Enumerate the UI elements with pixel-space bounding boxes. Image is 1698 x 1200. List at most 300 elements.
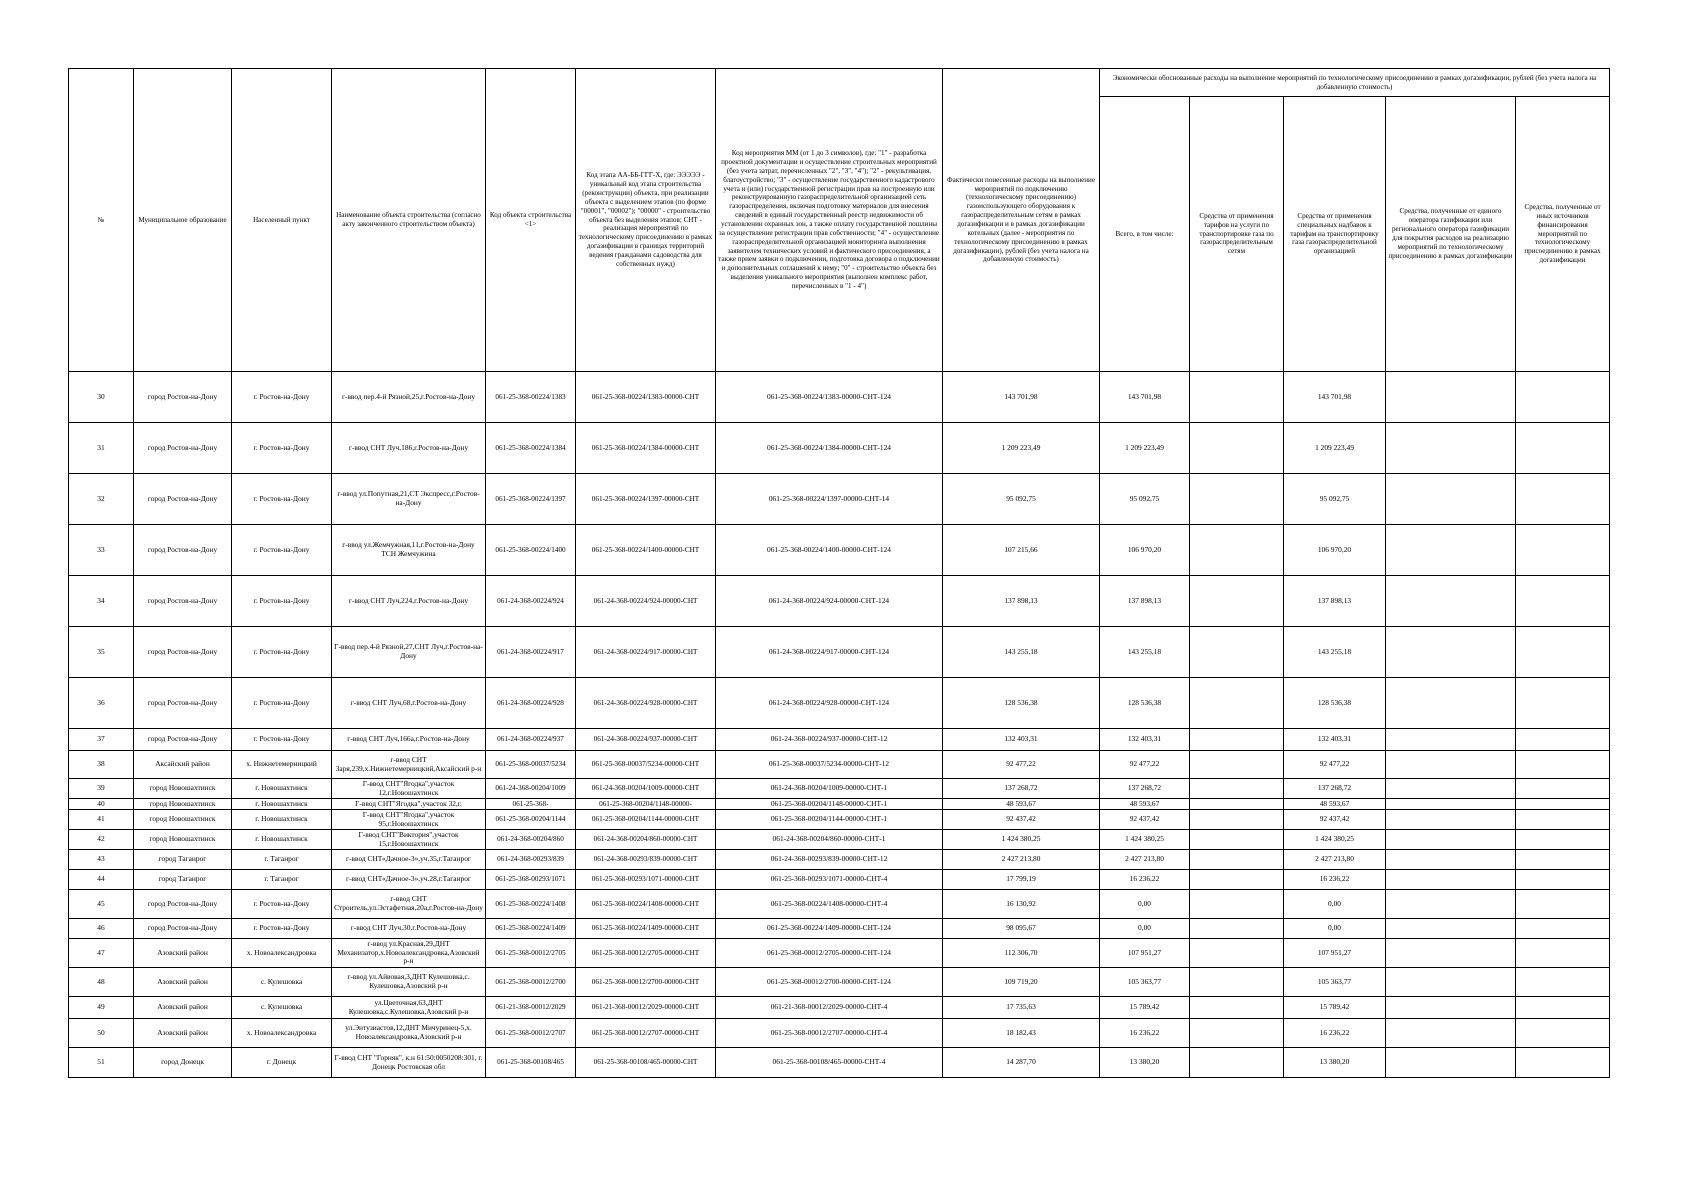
table-row [69,799,1610,810]
municipality-cell: город Донецк [134,1048,232,1078]
table-header [69,69,1610,372]
object-code-cell: 061-25-368-00204/1144 [486,810,576,830]
special-surcharges-cell: 1 424 380,25 [1284,830,1386,850]
settlement-cell: г. Ростов-на-Дону [232,627,332,678]
municipality-cell: город Новошахтинск [134,779,232,799]
row-number: 38 [69,751,134,779]
activity-code-cell: 061-25-368-00012/2700-00000-СНТ-124 [716,968,943,997]
special-surcharges-cell: 95 092,75 [1284,474,1386,525]
header-econ-group: Экономически обоснованные расходы на выполнение мероприятий по технологическому присоединению в рамках догазификации, рублей (без учета налога на добавленную стоимость) [1100,69,1610,97]
object-name-cell: г-ввод СНТ Луч,186,г.Ростов-на-Дону [332,423,486,474]
other-sources-cell [1516,830,1610,850]
settlement-cell: г. Новошахтинск [232,779,332,799]
object-code-cell: 061-25-368-00293/1071 [486,870,576,890]
other-sources-cell [1516,919,1610,939]
activity-code-cell: 061-25-368-00224/1400-00000-СНТ-124 [716,525,943,576]
other-sources-cell [1516,729,1610,751]
object-code-cell: 061-25-368-00037/5234 [486,751,576,779]
table-row [69,627,1610,678]
table-row [69,810,1610,830]
single-operator-cell [1386,968,1516,997]
actual-costs-cell: 132 403,31 [943,729,1100,751]
table-row [69,890,1610,919]
single-operator-cell [1386,799,1516,810]
municipality-cell: город Ростов-на-Дону [134,890,232,919]
settlement-cell: г. Ростов-на-Дону [232,423,332,474]
single-operator-cell [1386,751,1516,779]
single-operator-cell [1386,779,1516,799]
total-cell: 48 593,67 [1100,799,1190,810]
row-number: 39 [69,779,134,799]
transport-tariff-cell [1190,678,1284,729]
other-sources-cell [1516,372,1610,423]
municipality-cell: город Ростов-на-Дону [134,729,232,751]
municipality-cell: Азовский район [134,1019,232,1048]
object-name-cell: г-ввод ул.Красная,29,ДНТ Механизатор,х.Новоалександровка,Азовский р-н [332,939,486,968]
total-cell: 2 427 213,80 [1100,850,1190,870]
total-cell: 105 363,77 [1100,968,1190,997]
transport-tariff-cell [1190,997,1284,1019]
actual-costs-cell: 14 287,70 [943,1048,1100,1078]
special-surcharges-cell: 0,00 [1284,919,1386,939]
settlement-cell: г. Ростов-на-Дону [232,372,332,423]
object-name-cell: г-ввод СНТ«Дачное-3»,уч.35,г.Таганрог [332,850,486,870]
object-code-cell: 061-25-368-00224/1383 [486,372,576,423]
object-code-cell: 061-25-368-00012/2705 [486,939,576,968]
table-row [69,870,1610,890]
table-row [69,525,1610,576]
row-number: 44 [69,870,134,890]
special-surcharges-cell: 105 363,77 [1284,968,1386,997]
municipality-cell: город Новошахтинск [134,810,232,830]
special-surcharges-cell: 13 380,20 [1284,1048,1386,1078]
activity-code-cell: 061-24-368-00204/860-00000-СНТ-1 [716,830,943,850]
header-activity-code: Код мероприятия ММ (от 1 до 3 символов), где: "1" - разработка проектной документации и осуществление строительных мероприятий (без учета затрат, перечисленных "2", "3", "4"); "2" - рекультивация, благоустройство; "3" - осуществление государственного кадастрового учета и (или) государственной регистрации прав на построенную или реконструированную газораспределительной организацией сеть газораспределения, включая подготовку материалов для внесения сведений в единый государственный реестр недвижимости об установлении охранных зон, а также оплату государственной пошлины за осуществление регистрации прав собственности; "4" - осуществление газораспределительной организацией мониторинга выполнения заявителем технических условий и фактического присоединения, а также прием заявки о подключении, подготовка договора о подключении и дополнительных соглашений к нему; "0" - строительство объекта без выделения уникального мероприятия (выполнен комплекс работ, перечисленных в "1 - 4") [716,69,943,372]
settlement-cell: г. Ростов-на-Дону [232,525,332,576]
row-number: 47 [69,939,134,968]
other-sources-cell [1516,850,1610,870]
activity-code-cell: 061-25-368-00224/1397-00000-СНТ-14 [716,474,943,525]
header-num: № [69,69,134,372]
actual-costs-cell: 143 255,18 [943,627,1100,678]
stage-code-cell: 061-24-368-00224/928-00000-СНТ [576,678,716,729]
object-name-cell: Г-ввод СНТ"Виктория",участок 15,г.Новошахтинск [332,830,486,850]
municipality-cell: город Ростов-на-Дону [134,372,232,423]
object-name-cell: Г-ввод пер.4-й Рязной,27,СНТ Луч,г.Ростов-на-Дону [332,627,486,678]
single-operator-cell [1386,474,1516,525]
actual-costs-cell: 17 799,19 [943,870,1100,890]
single-operator-cell [1386,372,1516,423]
single-operator-cell [1386,890,1516,919]
row-number: 49 [69,997,134,1019]
municipality-cell: город Ростов-на-Дону [134,423,232,474]
total-cell: 107 951,27 [1100,939,1190,968]
actual-costs-cell: 109 719,20 [943,968,1100,997]
settlement-cell: г. Ростов-на-Дону [232,729,332,751]
transport-tariff-cell [1190,779,1284,799]
single-operator-cell [1386,1019,1516,1048]
row-number: 37 [69,729,134,751]
stage-code-cell: 061-24-368-00224/937-00000-СНТ [576,729,716,751]
stage-code-cell: 061-25-368-00108/465-00000-СНТ [576,1048,716,1078]
total-cell: 143 701,98 [1100,372,1190,423]
single-operator-cell [1386,810,1516,830]
transport-tariff-cell [1190,423,1284,474]
object-name-cell: г-ввод ул.Попутная,21,СТ Экспресс,г.Ростов-на-Дону [332,474,486,525]
object-code-cell: 061-25-368-00224/1400 [486,525,576,576]
object-name-cell: г-ввод СНТ Луч,166а,г.Ростов-на-Дону [332,729,486,751]
object-code-cell: 061-24-368-00293/839 [486,850,576,870]
table-row [69,729,1610,751]
row-number: 46 [69,919,134,939]
special-surcharges-cell: 107 951,27 [1284,939,1386,968]
activity-code-cell: 061-24-368-00224/917-00000-СНТ-124 [716,627,943,678]
settlement-cell: г. Ростов-на-Дону [232,678,332,729]
municipality-cell: город Таганрог [134,870,232,890]
municipality-cell: город Новошахтинск [134,799,232,810]
settlement-cell: г. Ростов-на-Дону [232,576,332,627]
object-code-cell: 061-25-368-00224/1409 [486,919,576,939]
header-single-operator: Средства, полученные от единого оператора газификации или регионального оператора газификации для покрытия расходов на реализацию мероприятий по технологическому присоединению в рамках догазификации [1386,97,1516,372]
object-name-cell: г-ввод СНТ Строитель,ул.Эстафетная,20а,г.Ростов-на-Дону [332,890,486,919]
transport-tariff-cell [1190,627,1284,678]
transport-tariff-cell [1190,919,1284,939]
single-operator-cell [1386,678,1516,729]
row-number: 31 [69,423,134,474]
special-surcharges-cell: 143 255,18 [1284,627,1386,678]
settlement-cell: с. Кулешовка [232,997,332,1019]
total-cell: 132 403,31 [1100,729,1190,751]
object-name-cell: Г-ввод СНТ"Ягодка",участок 95,г.Новошахтинск [332,810,486,830]
total-cell: 1 424 380,25 [1100,830,1190,850]
total-cell: 0,00 [1100,890,1190,919]
actual-costs-cell: 18 182,43 [943,1019,1100,1048]
transport-tariff-cell [1190,1019,1284,1048]
header-stage-code: Код этапа АА-ББ-ГГГ-Х, где: ЭЭЭЭЭ - уникальный код этапа строительства (реконструкции) объекта, при реализации объекта с выделением этапов (по форме "00001", "00002"); "00000" - строительство объекта без выделения этапов; СНТ - реализация мероприятий по технологическому присоединению в рамках догазификации в границах территорий ведения гражданами садоводства для собственных нужд) [576,69,716,372]
header-actual-costs: Фактически понесенные расходы на выполнение мероприятий по подключению (технологическому присоединению) газоиспользующего оборудования к газораспределительным сетям в рамках догазификации и в рамках догазификации котельных (далее - мероприятия по технологическому присоединению в рамках догазификации), рублей (без учета налога на добавленную стоимость) [943,69,1100,372]
row-number: 40 [69,799,134,810]
stage-code-cell: 061-24-368-00224/917-00000-СНТ [576,627,716,678]
object-name-cell: г-ввод ул.Жемчужная,11,г.Ростов-на-Дону ТСН Жемчужина [332,525,486,576]
row-number: 34 [69,576,134,627]
special-surcharges-cell: 15 789,42 [1284,997,1386,1019]
transport-tariff-cell [1190,576,1284,627]
total-cell: 16 236,22 [1100,1019,1190,1048]
municipality-cell: город Ростов-на-Дону [134,919,232,939]
transport-tariff-cell [1190,870,1284,890]
single-operator-cell [1386,423,1516,474]
transport-tariff-cell [1190,525,1284,576]
transport-tariff-cell [1190,939,1284,968]
header-total: Всего, в том числе: [1100,97,1190,372]
object-code-cell: 061-25-368-00224/1397 [486,474,576,525]
single-operator-cell [1386,576,1516,627]
settlement-cell: с. Кулешовка [232,968,332,997]
transport-tariff-cell [1190,850,1284,870]
table-row [69,779,1610,799]
actual-costs-cell: 1 424 380,25 [943,830,1100,850]
transport-tariff-cell [1190,1048,1284,1078]
object-name-cell: г-ввод СНТ«Дачное-3»,уч.28,г.Таганрог [332,870,486,890]
actual-costs-cell: 92 477,22 [943,751,1100,779]
single-operator-cell [1386,729,1516,751]
other-sources-cell [1516,576,1610,627]
table-row [69,372,1610,423]
actual-costs-cell: 95 092,75 [943,474,1100,525]
activity-code-cell: 061-25-368-00108/465-00000-СНТ-4 [716,1048,943,1078]
object-name-cell: г-ввод СНТ Луч,68,г.Ростов-на-Дону [332,678,486,729]
row-number: 35 [69,627,134,678]
special-surcharges-cell: 137 268,72 [1284,779,1386,799]
stage-code-cell: 061-25-368-00224/1408-00000-СНТ [576,890,716,919]
row-number: 36 [69,678,134,729]
other-sources-cell [1516,423,1610,474]
object-code-cell: 061-25-368-00012/2700 [486,968,576,997]
municipality-cell: город Ростов-на-Дону [134,474,232,525]
single-operator-cell [1386,997,1516,1019]
header-municipality: Муниципальное образование [134,69,232,372]
object-name-cell: г-ввод ул.Айвовая,3,ДНТ Кулешовка,с. Кулешовка,Азовский р-н [332,968,486,997]
special-surcharges-cell: 0,00 [1284,890,1386,919]
stage-code-cell: 061-25-368-00224/1383-00000-СНТ [576,372,716,423]
activity-code-cell: 061-25-368-00293/1071-00000-СНТ-4 [716,870,943,890]
settlement-cell: г. Новошахтинск [232,810,332,830]
other-sources-cell [1516,939,1610,968]
stage-code-cell: 061-25-368-00204/1144-00000-СНТ [576,810,716,830]
object-code-cell: 061-24-368-00204/1009 [486,779,576,799]
activity-code-cell: 061-24-368-00224/928-00000-СНТ-124 [716,678,943,729]
other-sources-cell [1516,627,1610,678]
activity-code-cell: 061-25-368-00224/1408-00000-СНТ-4 [716,890,943,919]
special-surcharges-cell: 132 403,31 [1284,729,1386,751]
settlement-cell: х. Нижнетемерницкий [232,751,332,779]
row-number: 48 [69,968,134,997]
transport-tariff-cell [1190,890,1284,919]
other-sources-cell [1516,810,1610,830]
data-table [68,68,1610,1078]
special-surcharges-cell: 2 427 213,80 [1284,850,1386,870]
activity-code-cell: 061-25-368-00012/2705-00000-СНТ-124 [716,939,943,968]
other-sources-cell [1516,474,1610,525]
object-code-cell: 061-24-368-00224/917 [486,627,576,678]
header-object-name: Наименование объекта строительства (согласно акту законченного строительством объекта) [332,69,486,372]
activity-code-cell: 061-24-368-00224/924-00000-СНТ-124 [716,576,943,627]
settlement-cell: г. Новошахтинск [232,830,332,850]
actual-costs-cell: 143 701,98 [943,372,1100,423]
special-surcharges-cell: 48 593,67 [1284,799,1386,810]
object-name-cell: г-ввод СНТ Луч,224,г.Ростов-на-Дону [332,576,486,627]
object-name-cell: ул.Энтузиастов,12,ДНТ Мичуринец-5,х. Новоалександровка,Азовский р-н [332,1019,486,1048]
special-surcharges-cell: 137 898,13 [1284,576,1386,627]
other-sources-cell [1516,779,1610,799]
actual-costs-cell: 2 427 213,80 [943,850,1100,870]
transport-tariff-cell [1190,729,1284,751]
object-code-cell: 061-24-368-00224/924 [486,576,576,627]
table-row [69,576,1610,627]
municipality-cell: город Таганрог [134,850,232,870]
table-row [69,678,1610,729]
transport-tariff-cell [1190,810,1284,830]
municipality-cell: город Новошахтинск [134,830,232,850]
actual-costs-cell: 112 306,70 [943,939,1100,968]
object-name-cell: Г-ввод СНТ "Горняк", к.н 61:50:0050208:301, г. Донецк Ростовская обл [332,1048,486,1078]
table-row [69,1019,1610,1048]
activity-code-cell: 061-25-368-00224/1384-00000-СНТ-124 [716,423,943,474]
actual-costs-cell: 107 215,66 [943,525,1100,576]
other-sources-cell [1516,1019,1610,1048]
actual-costs-cell: 92 437,42 [943,810,1100,830]
settlement-cell: г. Таганрог [232,850,332,870]
table-row [69,968,1610,997]
total-cell: 13 380,20 [1100,1048,1190,1078]
total-cell: 15 789,42 [1100,997,1190,1019]
row-number: 43 [69,850,134,870]
special-surcharges-cell: 143 701,98 [1284,372,1386,423]
table-row [69,751,1610,779]
object-name-cell: Г-ввод СНТ"Ягодка",участок 32,г. [332,799,486,810]
stage-code-cell: 061-25-368-00224/1400-00000-СНТ [576,525,716,576]
object-code-cell: 061-24-368-00204/860 [486,830,576,850]
actual-costs-cell: 16 130,92 [943,890,1100,919]
object-name-cell: г-ввод СНТ Заря,239,х.Нижнетемерницкий,Аксайский р-н [332,751,486,779]
row-number: 45 [69,890,134,919]
stage-code-cell: 061-24-368-00204/860-00000-СНТ [576,830,716,850]
activity-code-cell: 061-21-368-00012/2029-00000-СНТ-4 [716,997,943,1019]
stage-code-cell: 061-25-368-00204/1148-00000- [576,799,716,810]
municipality-cell: Аксайский район [134,751,232,779]
other-sources-cell [1516,799,1610,810]
total-cell: 137 898,13 [1100,576,1190,627]
special-surcharges-cell: 16 236,22 [1284,1019,1386,1048]
stage-code-cell: 061-24-368-00224/924-00000-СНТ [576,576,716,627]
activity-code-cell: 061-25-368-00037/5234-00000-СНТ-12 [716,751,943,779]
other-sources-cell [1516,870,1610,890]
stage-code-cell: 061-21-368-00012/2029-00000-СНТ [576,997,716,1019]
table-row [69,423,1610,474]
object-code-cell: 061-25-368-00108/465 [486,1048,576,1078]
special-surcharges-cell: 1 209 223,49 [1284,423,1386,474]
total-cell: 128 536,38 [1100,678,1190,729]
object-code-cell: 061-25-368- [486,799,576,810]
activity-code-cell: 061-24-368-00224/937-00000-СНТ-12 [716,729,943,751]
municipality-cell: Азовский район [134,968,232,997]
single-operator-cell [1386,1048,1516,1078]
transport-tariff-cell [1190,968,1284,997]
special-surcharges-cell: 16 236,22 [1284,870,1386,890]
activity-code-cell: 061-24-368-00204/1009-00000-СНТ-1 [716,779,943,799]
object-name-cell: г-ввод пер.4-й Рязной,25,г.Ростов-на-Дону [332,372,486,423]
actual-costs-cell: 128 536,38 [943,678,1100,729]
settlement-cell: г. Ростов-на-Дону [232,919,332,939]
header-transport-tariff: Средства от применения тарифов на услуги по транспортировке газа по газораспределительным сетям [1190,97,1284,372]
transport-tariff-cell [1190,372,1284,423]
activity-code-cell: 061-25-368-00204/1148-00000-СНТ-1 [716,799,943,810]
special-surcharges-cell: 92 437,42 [1284,810,1386,830]
header-settlement: Населенный пункт [232,69,332,372]
other-sources-cell [1516,678,1610,729]
transport-tariff-cell [1190,474,1284,525]
settlement-cell: х. Новоалександровка [232,1019,332,1048]
settlement-cell: г. Ростов-на-Дону [232,890,332,919]
stage-code-cell: 061-24-368-00293/839-00000-СНТ [576,850,716,870]
municipality-cell: город Ростов-на-Дону [134,576,232,627]
special-surcharges-cell: 106 970,20 [1284,525,1386,576]
municipality-cell: город Ростов-на-Дону [134,525,232,576]
object-name-cell: Г-ввод СНТ"Ягодка",участок 12,г.Новошахтинск [332,779,486,799]
total-cell: 1 209 223,49 [1100,423,1190,474]
total-cell: 16 236,22 [1100,870,1190,890]
row-number: 41 [69,810,134,830]
special-surcharges-cell: 92 477,22 [1284,751,1386,779]
settlement-cell: г. Новошахтинск [232,799,332,810]
table-row [69,939,1610,968]
object-code-cell: 061-25-368-00224/1384 [486,423,576,474]
stage-code-cell: 061-25-368-00224/1397-00000-СНТ [576,474,716,525]
row-number: 50 [69,1019,134,1048]
table-body [69,372,1610,1078]
settlement-cell: г. Ростов-на-Дону [232,474,332,525]
actual-costs-cell: 137 268,72 [943,779,1100,799]
table-row [69,997,1610,1019]
row-number: 33 [69,525,134,576]
row-number: 30 [69,372,134,423]
special-surcharges-cell: 128 536,38 [1284,678,1386,729]
row-number: 42 [69,830,134,850]
table-row [69,1048,1610,1078]
object-code-cell: 061-24-368-00224/928 [486,678,576,729]
municipality-cell: Азовский район [134,939,232,968]
other-sources-cell [1516,525,1610,576]
table-row [69,850,1610,870]
actual-costs-cell: 48 593,67 [943,799,1100,810]
other-sources-cell [1516,997,1610,1019]
header-object-code: Код объекта строительства <1> [486,69,576,372]
stage-code-cell: 061-25-368-00224/1384-00000-СНТ [576,423,716,474]
table-row [69,474,1610,525]
other-sources-cell [1516,751,1610,779]
activity-code-cell: 061-25-368-00012/2707-00000-СНТ-4 [716,1019,943,1048]
total-cell: 92 437,42 [1100,810,1190,830]
object-code-cell: 061-24-368-00224/937 [486,729,576,751]
single-operator-cell [1386,830,1516,850]
object-code-cell: 061-21-368-00012/2029 [486,997,576,1019]
transport-tariff-cell [1190,799,1284,810]
row-number: 32 [69,474,134,525]
municipality-cell: город Ростов-на-Дону [134,627,232,678]
single-operator-cell [1386,525,1516,576]
table-row [69,919,1610,939]
settlement-cell: г. Таганрог [232,870,332,890]
total-cell: 0,00 [1100,919,1190,939]
stage-code-cell: 061-25-368-00012/2700-00000-СНТ [576,968,716,997]
activity-code-cell: 061-24-368-00293/839-00000-СНТ-12 [716,850,943,870]
object-name-cell: г-ввод СНТ Луч,30,г.Ростов-на-Дону [332,919,486,939]
activity-code-cell: 061-25-368-00224/1409-00000-СНТ-124 [716,919,943,939]
header-special-surcharges: Средства от применения специальных надбавок к тарифам на транспортировку газа газораспределительной организацией [1284,97,1386,372]
settlement-cell: г. Донецк [232,1048,332,1078]
total-cell: 95 092,75 [1100,474,1190,525]
table-row [69,830,1610,850]
transport-tariff-cell [1190,751,1284,779]
stage-code-cell: 061-25-368-00012/2707-00000-СНТ [576,1019,716,1048]
other-sources-cell [1516,890,1610,919]
single-operator-cell [1386,627,1516,678]
stage-code-cell: 061-25-368-00224/1409-00000-СНТ [576,919,716,939]
stage-code-cell: 061-25-368-00037/5234-00000-СНТ [576,751,716,779]
other-sources-cell [1516,968,1610,997]
settlement-cell: х. Новоалександровка [232,939,332,968]
stage-code-cell: 061-24-368-00204/1009-00000-СНТ [576,779,716,799]
